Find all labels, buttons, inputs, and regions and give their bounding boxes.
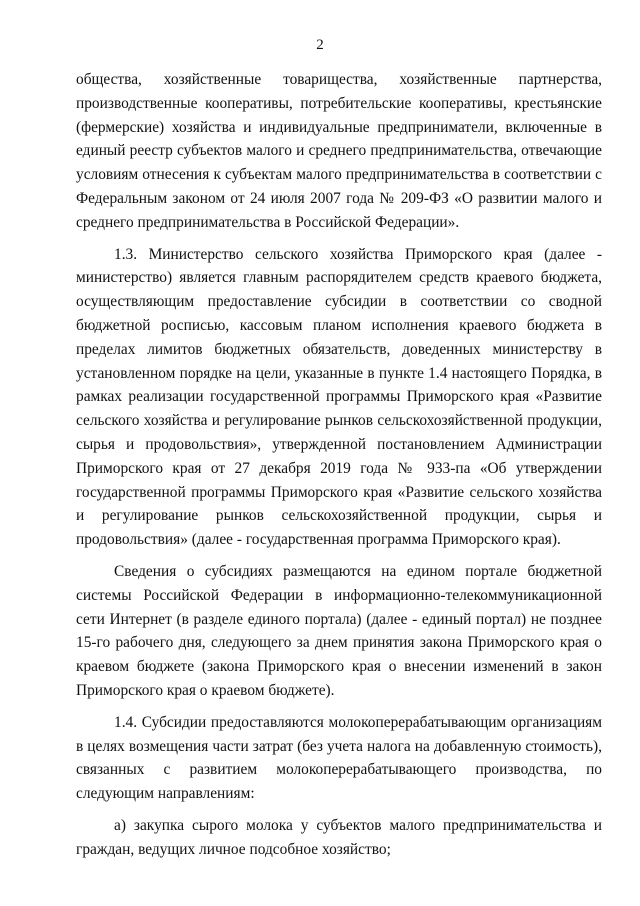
document-body [76, 68, 602, 862]
paragraph-continuation: общества, хозяйственные товарищества, хозяйственные партнерства, производственные кооперативы, потребительские кооперативы, крестьянские (фермерские) хозяйства и индивидуальные предприниматели, включенные в единый реестр субъектов малого и среднего предпринимательства, отвечающие условиям отнесения к субъектам малого предпринимательства в соответствии с Федеральным законом от 24 июля 2007 года № 209-ФЗ «О развитии малого и среднего предпринимательства в Российской Федерации». [76, 71, 602, 231]
page-number: 2 [316, 37, 324, 53]
paragraph-1-3: 1.3. Министерство сельского хозяйства Приморского края (далее - министерство) является главным распорядителем средств краевого бюджета, осуществляющим предоставление субсидии в соответствии со сводной бюджетной росписью, кассовым планом исполнения краевого бюджета в пределах лимитов бюджетных обязательств, доведенных министерству в установленном порядке на цели, указанные в пункте 1.4 настоящего Порядка, в рамках реализации государственной программы Приморского края «Развитие сельского хозяйства и регулирование рынков сельскохозяйственной продукции, сырья и продовольствия», утвержденной постановлением Администрации Приморского края от 27 декабря 2019 года № 933-па «Об утверждении государственной программы Приморского края «Развитие сельского хозяйства и регулирование рынков сельскохозяйственной продукции, сырья и продовольствия» (далее - государственная программа Приморского края). [76, 245, 602, 549]
paragraph-subsidy-info: Сведения о субсидиях размещаются на едином портале бюджетной системы Российской Федерации в информационно-телекоммуникационной сети Интернет (в разделе единого портала) (далее - единый портал) не позднее 15-го рабочего дня, следующего за днем принятия закона Приморского края о краевом бюджете (закона Приморского края о внесении изменений в закон Приморского края о краевом бюджете). [76, 562, 602, 699]
paragraph-item-a: а) закупка сырого молока у субъектов малого предпринимательства и граждан, ведущих личное подсобное хозяйство; [76, 816, 602, 858]
paragraph-1-4: 1.4. Субсидии предоставляются молокоперерабатывающим организациям в целях возмещения части затрат (без учета налога на добавленную стоимость), связанных с развитием молокоперерабатывающего производства, по следующим направлениям: [76, 713, 602, 803]
